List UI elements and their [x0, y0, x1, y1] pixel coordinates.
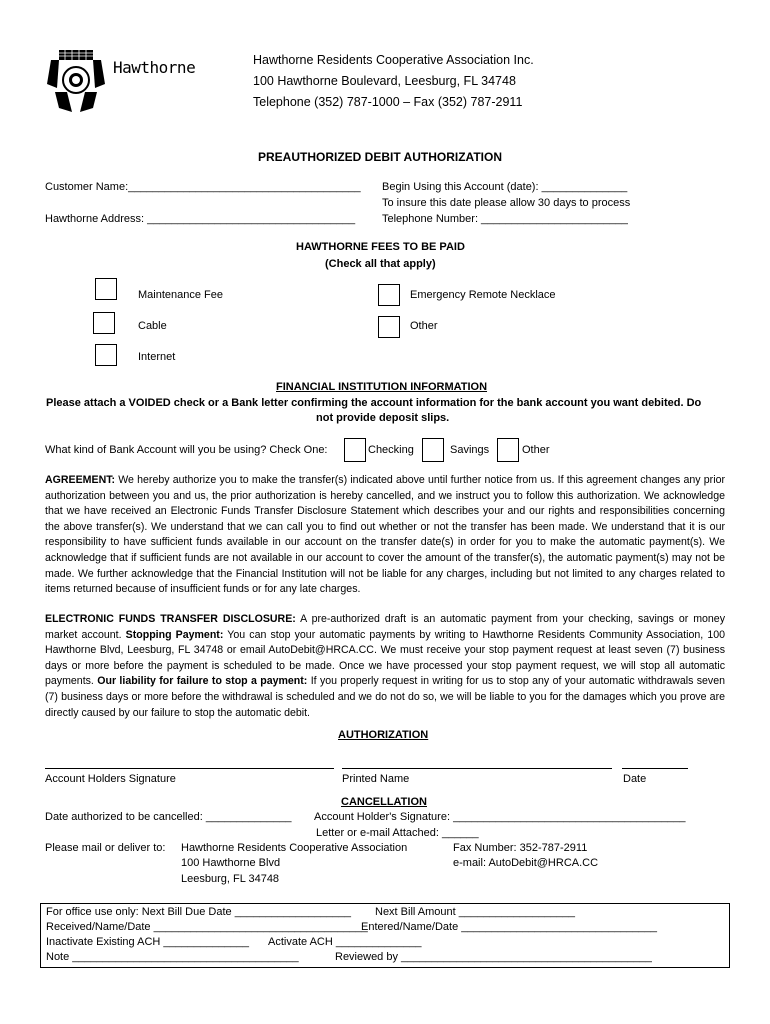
logo-wordmark: Hawthorne [113, 58, 196, 77]
agreement-label: AGREEMENT: [45, 474, 116, 486]
telephone-field[interactable]: Telephone Number: ________________________ [382, 213, 628, 225]
eft-paragraph [45, 612, 725, 721]
liability-label: Our liability for failure to stop a payment: [97, 675, 308, 688]
other-account-label: Other [522, 444, 550, 456]
cancellation-email: e-mail: AutoDebit@HRCA.CC [453, 857, 599, 869]
letterhead-phone-fax: Telephone (352) 787-1000 – Fax (352) 787-2911 [253, 95, 523, 109]
financial-note-line1: Please attach a VOIDED check or a Bank letter confirming the account information for the bank account you want debited. Do [46, 397, 702, 409]
letterhead-org-name: Hawthorne Residents Cooperative Association Inc. [253, 53, 534, 67]
authorization-title: AUTHORIZATION [338, 729, 429, 741]
internet-label: Internet [138, 351, 176, 363]
mail-line-3: Leesburg, FL 34748 [181, 873, 280, 885]
form-title: PREAUTHORIZED DEBIT AUTHORIZATION [258, 150, 502, 164]
fax-number: Fax Number: 352-787-2911 [453, 842, 588, 854]
cancellation-title: CANCELLATION [341, 796, 427, 808]
checking-label: Checking [368, 444, 414, 456]
next-bill-amount-field[interactable]: Next Bill Amount ___________________ [375, 906, 575, 918]
reviewed-by-field[interactable]: Reviewed by _________________________________________ [335, 951, 652, 963]
agreement-text: We hereby authorize you to make the transfer(s) indicated above until further notice from us. If this agreement changes any prior authorization between you and us, the prior authorization is hereby cancelled, and we instruct you to follow this authorization. We acknowledge that we have received an Electronic Funds Transfer Disclosure Statement which describes your and our rights and responsibilities concerning the above transfer(s). We understand that we can call you to find out whether or not the transfer has been made. We understand that it is our responsibility to have sufficient funds available in our account on the transfer date(s) in order for you to make the automatic payment(s). We acknowledge that if sufficient funds are not available in our account to cover the amount of the transfer(s), the automatic payment(s) may not be made. We further acknowledge that the Financial Institution will not be liable for any charges, including but not limited to any charges related to items returned because of insufficient funds or for any late charges. [45, 474, 725, 596]
letter-attached-field[interactable]: Letter or e-mail Attached: ______ [316, 827, 479, 839]
eft-label: ELECTRONIC FUNDS TRANSFER DISCLOSURE: [45, 613, 296, 625]
mail-line-1: Hawthorne Residents Cooperative Association [181, 842, 408, 854]
office-use-box [40, 903, 730, 968]
stop-payment-label: Stopping Payment: [125, 628, 224, 641]
date-line[interactable] [622, 768, 688, 769]
financial-note-line2: not provide deposit slips. [316, 412, 450, 424]
fees-title: HAWTHORNE FEES TO BE PAID [296, 241, 465, 253]
account-type-question: What kind of Bank Account will you be using? Check One: [45, 444, 328, 456]
savings-label: Savings [450, 444, 490, 456]
emergency-necklace-checkbox[interactable] [378, 284, 400, 306]
printed-name-line[interactable] [342, 768, 612, 769]
signature-label: Account Holders Signature [45, 773, 176, 785]
internet-checkbox[interactable] [95, 344, 117, 366]
activate-ach-field[interactable]: Activate ACH ______________ [268, 936, 422, 948]
financial-title: FINANCIAL INSTITUTION INFORMATION [276, 381, 488, 393]
other-fee-checkbox[interactable] [378, 316, 400, 338]
eft-text-2: You can stop your automatic payments by writing to Hawthorne Residents Community Association, 100 Hawthorne Blvd, Leesburg, FL 34748 or email AutoDebit@HRCA.CC. We must receive your stop payment request at least seven (7) business days or more before the payment is scheduled to be made. Once we have processed your stop payment request, we will stop all automatic payments. [45, 628, 725, 688]
mail-label: Please mail or deliver to: [45, 842, 166, 854]
eft-text-1: A pre-authorized draft is an automatic payment from your checking, savings or money market account. [45, 613, 725, 641]
emergency-necklace-label: Emergency Remote Necklace [410, 289, 556, 301]
next-bill-due-field[interactable]: For office use only: Next Bill Due Date ___________________ [46, 906, 351, 918]
mail-line-2: 100 Hawthorne Blvd [181, 857, 281, 869]
cancel-date-field[interactable]: Date authorized to be cancelled: ______________ [45, 811, 292, 823]
hawthorne-logo [45, 48, 205, 114]
logo-emblem-icon [45, 48, 107, 114]
eft-text-3: If you properly request in writing for us to stop any of your automatic withdrawals seven (7) business days or more before the withdrawal is scheduled and we do not do so, we will be liable to you for the damages which you prove are directly caused by our failure to stop the automatic debit. [45, 675, 725, 719]
note-field[interactable]: Note _____________________________________ [46, 951, 299, 963]
letterhead-address: 100 Hawthorne Boulevard, Leesburg, FL 34748 [253, 74, 516, 88]
cable-label: Cable [138, 320, 167, 332]
holder-signature-field[interactable]: Account Holder's Signature: ______________________________________ [314, 811, 686, 823]
cable-checkbox[interactable] [93, 312, 115, 334]
savings-checkbox[interactable] [422, 438, 444, 462]
received-field[interactable]: Received/Name/Date ___________________________________ [46, 921, 368, 933]
inactivate-ach-field[interactable]: Inactivate Existing ACH ______________ [46, 936, 250, 948]
hawthorne-address-field[interactable]: Hawthorne Address: __________________________________ [45, 213, 356, 225]
date-label: Date [623, 773, 647, 785]
fees-subtitle: (Check all that apply) [325, 258, 436, 270]
agreement-paragraph [45, 473, 725, 598]
other-fee-label: Other [410, 320, 438, 332]
insure-note: To insure this date please allow 30 days to process [382, 197, 631, 209]
maintenance-fee-checkbox[interactable] [95, 278, 117, 300]
checking-checkbox[interactable] [344, 438, 366, 462]
printed-name-label: Printed Name [342, 773, 410, 785]
customer-name-field[interactable]: Customer Name:______________________________________ [45, 181, 361, 193]
other-account-checkbox[interactable] [497, 438, 519, 462]
entered-field[interactable]: Entered/Name/Date ________________________________ [361, 921, 658, 933]
signature-line[interactable] [45, 768, 334, 769]
begin-date-field[interactable]: Begin Using this Account (date): ______________ [382, 181, 628, 193]
maintenance-fee-label: Maintenance Fee [138, 289, 223, 301]
